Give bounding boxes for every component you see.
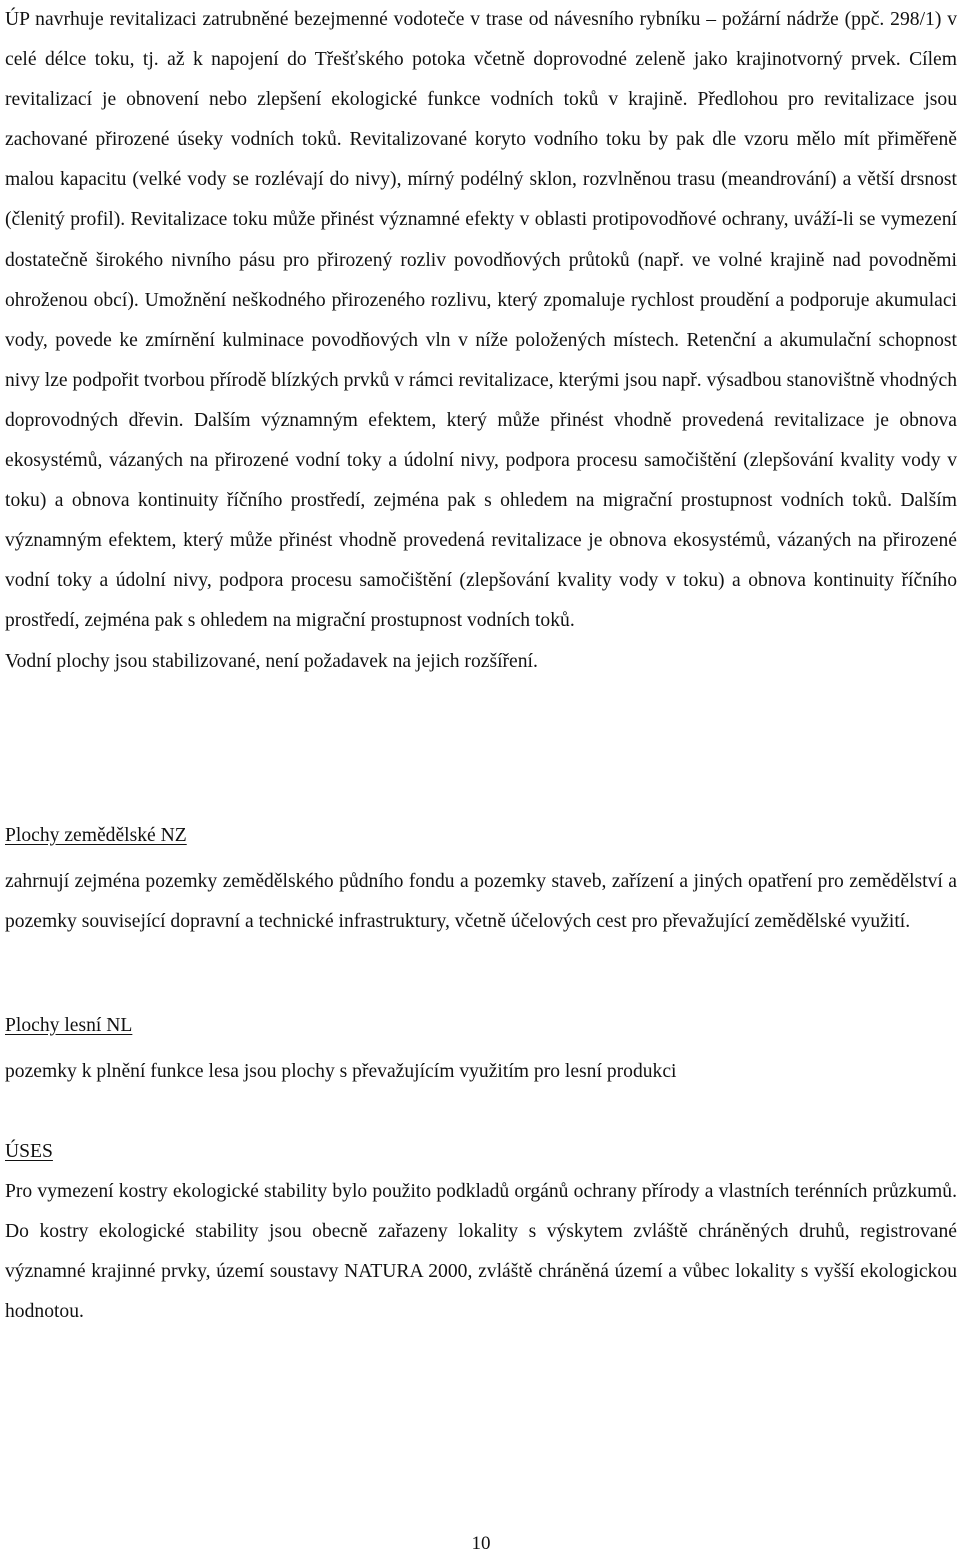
page-number: 10 bbox=[471, 1533, 491, 1554]
section-paragraph: zahrnují zejména pozemky zemědělského půdního fondu a pozemky staveb, zařízení a jiných opatření pro zemědělství a pozemky související dopravní a technické infrastruktury, včetně účelových cest pro převažující zemědělské využití. bbox=[5, 871, 957, 933]
section-heading-forest: Plochy lesní NL bbox=[5, 1015, 133, 1036]
section-body-uses bbox=[5, 1172, 957, 1332]
section-paragraph: pozemky k plnění funkce lesa jsou plochy s převažujícím využitím pro lesní produkci bbox=[5, 1061, 677, 1082]
section-body-forest bbox=[5, 1052, 957, 1092]
intro-closing-line: Vodní plochy jsou stabilizované, není požadavek na jejich rozšíření. bbox=[5, 650, 538, 672]
intro-section bbox=[5, 0, 957, 682]
section-body-agricultural bbox=[5, 862, 957, 942]
section-heading-agricultural: Plochy zemědělské NZ bbox=[5, 825, 187, 846]
document-page bbox=[5, 0, 957, 1557]
intro-paragraph: ÚP navrhuje revitalizaci zatrubněné bezejmenné vodoteče v trase od návesního rybníku – požární nádrže (ppč. 298/1) v celé délce toku, tj. až k napojení do Třešťského potoka včetně doprovodné zeleně jako krajinotvorný prvek. Cílem revitalizací je obnovení nebo zlepšení ekologické funkce vodních toků v krajině. Předlohou pro revitalizace jsou zachované přirozené úseky vodních toků. Revitalizované koryto vodního toku by pak dle vzoru mělo mít přiměřeně malou kapacitu (velké vody se rozlévají do nivy), mírný podélný sklon, rozvlněnou trasu (meandrování) a větší drsnost (členitý profil). Revitalizace toku může přinést významné efekty v oblasti protipovodňové ochrany, uváží-li se vymezení dostatečně širokého nivního pásu pro přirozený rozliv povodňových průtoků (např. ve volné krajině nad povodněmi ohroženou obcí). Umožnění neškodného přirozeného rozlivu, který zpomaluje rychlost proudění a podporuje akumulaci vody, povede ke zmírnění kulminace povodňových vln v níže položených místech. Retenční a akumulační schopnost nivy lze podpořit tvorbou přírodě blízkých prvků v rámci revitalizace, kterými jsou např. výsadbou stanovištně vhodných doprovodných dřevin. Dalším významným efektem, který může přinést vhodně provedená revitalizace je obnova ekosystémů, vázaných na přirozené vodní toky a údolní nivy, podpora procesu samočištění (zlepšování kvality vody v toku) a obnova kontinuity říčního prostředí, zejména pak s ohledem na migrační prostupnost vodních toků. Dalším významným efektem, který může přinést vhodně provedená revitalizace je obnova ekosystémů, vázaných na přirozené vodní toky a údolní nivy, podpora procesu samočištění (zlepšování kvality vody v toku) a obnova kontinuity říčního prostředí, zejména pak s ohledem na migrační prostupnost vodních toků. bbox=[5, 9, 957, 632]
section-paragraph: Pro vymezení kostry ekologické stability bylo použito podkladů orgánů ochrany přírody a vlastních terénních průzkumů. Do kostry ekologické stability jsou obecně zařazeny lokality s výskytem zvláště chráněných druhů, registrované významné krajinné prvky, území soustavy NATURA 2000, zvláště chráněná území a vůbec lokality s vyšší ekologickou hodnotou. bbox=[5, 1181, 957, 1323]
section-heading-uses: ÚSES bbox=[5, 1141, 53, 1162]
